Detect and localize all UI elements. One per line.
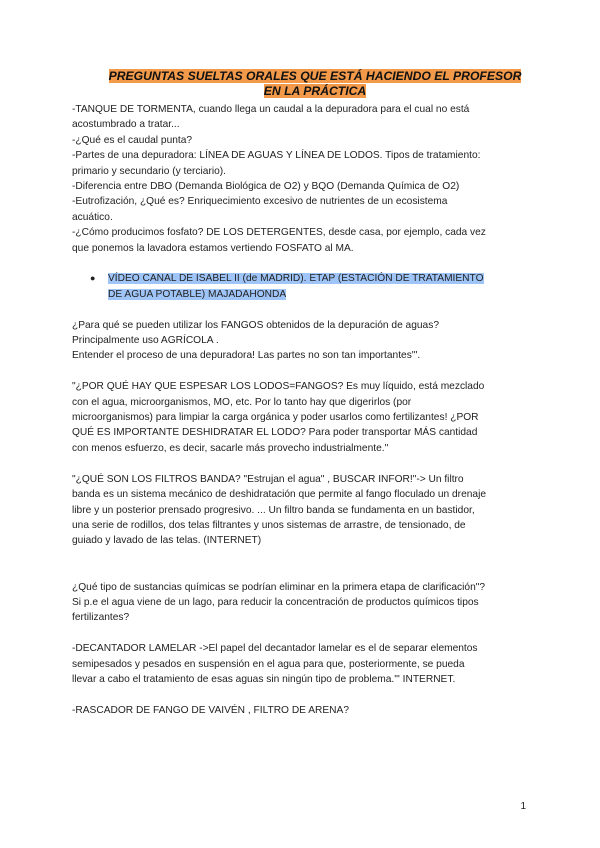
paragraph-thickening: "¿POR QUÉ HAY QUE ESPESAR LOS LODOS=FANGOS? Es muy líquido, está mezclado con el agua, microorganismos, MO, etc. Por lo tanto hay que digerirlos (por microorganismos) para limpiar la carga orgánica y poder usarlos como fertilizantes! ¿POR QUÉ ES IMPORTANTE DESHIDRATAR EL LODO? Para poder transportar MÁS cantidad con menos esfuerzo, es decir, sacarle más provecho industrialmente." [72,381,485,454]
bullet-item-video [90,271,528,302]
spacer [72,302,528,317]
spacer [72,549,528,564]
paragraph-belt-filters: "¿QUÉ SON LOS FILTROS BANDA? "Estrujan el agua" , BUSCAR INFOR!"-> Un filtro banda es un sistema mecánico de deshidratación que permite al fango floculado un drenaje libre y un posterior prensado progresivo. ... Un filtro banda se fundamenta en un bastidor, una serie de rodillos, dos telas filtrantes y unos sistemas de arrastre, de tensionado, de guiado y lavado de las telas. (INTERNET) [72,473,486,547]
spacer [72,456,528,471]
spacer [72,687,528,702]
document-title [100,69,530,99]
question-storm-tank: -TANQUE DE TORMENTA, cuando llega un caudal a la depuradora para el cual no está acostumbrado a tratar... [72,104,470,131]
paragraph-sludge-uses: ¿Para qué se pueden utilizar los FANGOS obtenidos de la depuración de aguas? Principalmente uso AGRÍCOLA . Entender el proceso de una depuradora! Las partes no son tan importantes'". [72,319,439,362]
spacer [72,564,528,579]
question-dbo-dqo: -Diferencia entre DBO (Demanda Biológica de O2) y BQO (Demanda Química de O2) [72,181,460,193]
page-number: 1 [520,801,526,812]
bullet-text: VÍDEO CANAL DE ISABEL II (de MADRID). ETAP (ESTACIÓN DE TRATAMIENTO DE AGUA POTABLE) MAJADAHONDA [108,273,484,300]
paragraph-lamellar-decanter: -DECANTADOR LAMELAR ->El papel del decantador lamelar es el de separar elementos semipesados y pesados en suspensión en el agua para que, posteriormente, se pueda llevar a cabo el tratamiento de esas aguas sin ningún tipo de problema.'" INTERNET. [72,643,478,685]
paragraph-sludge-scraper: -RASCADOR DE FANGO DE VAIVÉN , FILTRO DE ARENA? [72,704,349,716]
title-line-1: PREGUNTAS SUELTAS ORALES QUE ESTÁ HACIENDO EL PROFESOR [108,69,522,83]
paragraph-chemicals: ¿Qué tipo de sustancias químicas se podrían eliminar en la primera etapa de clarificación"? Si p.e el agua viene de un lago, para reducir la concentración de productos químicos tipos fertilizantes? [72,581,486,624]
spacer [72,256,528,271]
question-eutrophication: -Eutrofización, ¿Qué es? Enriquecimiento excesivo de nutrientes de un ecosistema acuático. [72,196,448,223]
question-plant-parts: -Partes de una depuradora: LÍNEA DE AGUAS Y LÍNEA DE LODOS. Tipos de tratamiento: primario y secundario (y terciario). [72,150,481,177]
question-phosphate: -¿Cómo producimos fosfato? DE LOS DETERGENTES, desde casa, por ejemplo, cada vez que ponemos la lavadora estamos vertiendo FOSFATO al MA. [72,227,486,254]
question-peak-flow: -¿Qué es el caudal punta? [72,134,193,146]
title-line-2: EN LA PRÁCTICA [263,84,367,98]
spacer [72,626,528,641]
bullet-dot-icon: ● [90,273,96,284]
spacer [72,364,528,379]
document-body [72,102,528,718]
